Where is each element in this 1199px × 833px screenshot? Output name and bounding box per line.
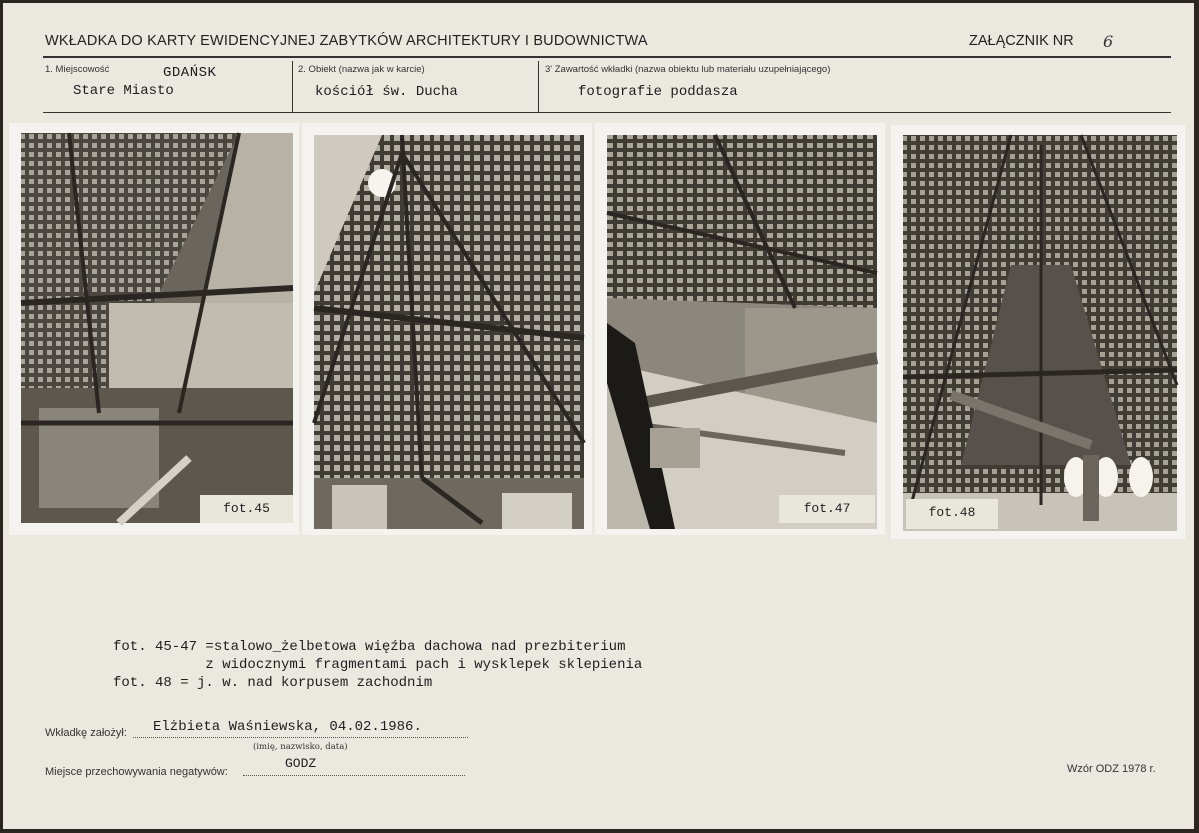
photo-45-image xyxy=(9,123,299,535)
object-label: 2. Obiekt (nazwa jak w karcie) xyxy=(298,64,425,75)
photo-48 xyxy=(891,125,1185,539)
form-note: Wzór ODZ 1978 r. xyxy=(1067,763,1156,775)
annex-label: ZAŁĄCZNIK NR xyxy=(969,33,1074,49)
photo-48-label: fot.48 xyxy=(906,499,998,529)
photo-48-image xyxy=(891,125,1185,539)
annex-number: 6 xyxy=(1103,32,1114,51)
photo-45-label: fot.45 xyxy=(200,495,293,523)
photo-45 xyxy=(9,123,299,535)
caption-line-1: fot. 45-47 =stalowo_żelbetowa więźba dachowa nad prezbiterium xyxy=(113,639,626,655)
object-value: kościół św. Ducha xyxy=(315,84,458,100)
place-label: 1. Miejscowość xyxy=(45,64,110,75)
author-hint: (imię, nazwisko, data) xyxy=(253,742,348,752)
field-divider-2 xyxy=(538,61,539,113)
field-divider-1 xyxy=(292,61,293,113)
caption-line-3: fot. 48 = j. w. nad korpusem zachodnim xyxy=(113,675,433,691)
district-value: Stare Miasto xyxy=(73,83,174,99)
caption-line-2: z widocznymi fragmentami pach i wysklepek sklepienia xyxy=(113,657,643,673)
author-line xyxy=(133,737,468,738)
contents-value: fotografie poddasza xyxy=(578,84,738,100)
record-sheet xyxy=(3,3,1194,829)
city-value: GDAŃSK xyxy=(163,65,217,81)
form-title: WKŁADKA DO KARTY EWIDENCYJNEJ ZABYTKÓW ARCHITEKTURY I BUDOWNICTWA xyxy=(45,33,648,49)
storage-line xyxy=(243,775,465,776)
storage-label: Miejsce przechowywania negatywów: xyxy=(45,766,228,778)
contents-label: 3' Zawartość wkładki (nazwa obiektu lub materiału uzupełniającego) xyxy=(545,64,831,75)
photo-47-image xyxy=(595,123,885,535)
photo-47-label: fot.47 xyxy=(779,495,875,523)
photo-47 xyxy=(595,123,885,535)
fields-rule xyxy=(43,112,1171,113)
author-label: Wkładkę założył: xyxy=(45,727,127,739)
storage-value: GODZ xyxy=(285,756,317,771)
author-value: Elżbieta Waśniewska, 04.02.1986. xyxy=(153,719,422,735)
header-rule xyxy=(43,56,1171,58)
photo-46 xyxy=(302,123,592,535)
photo-46-image xyxy=(302,123,592,535)
